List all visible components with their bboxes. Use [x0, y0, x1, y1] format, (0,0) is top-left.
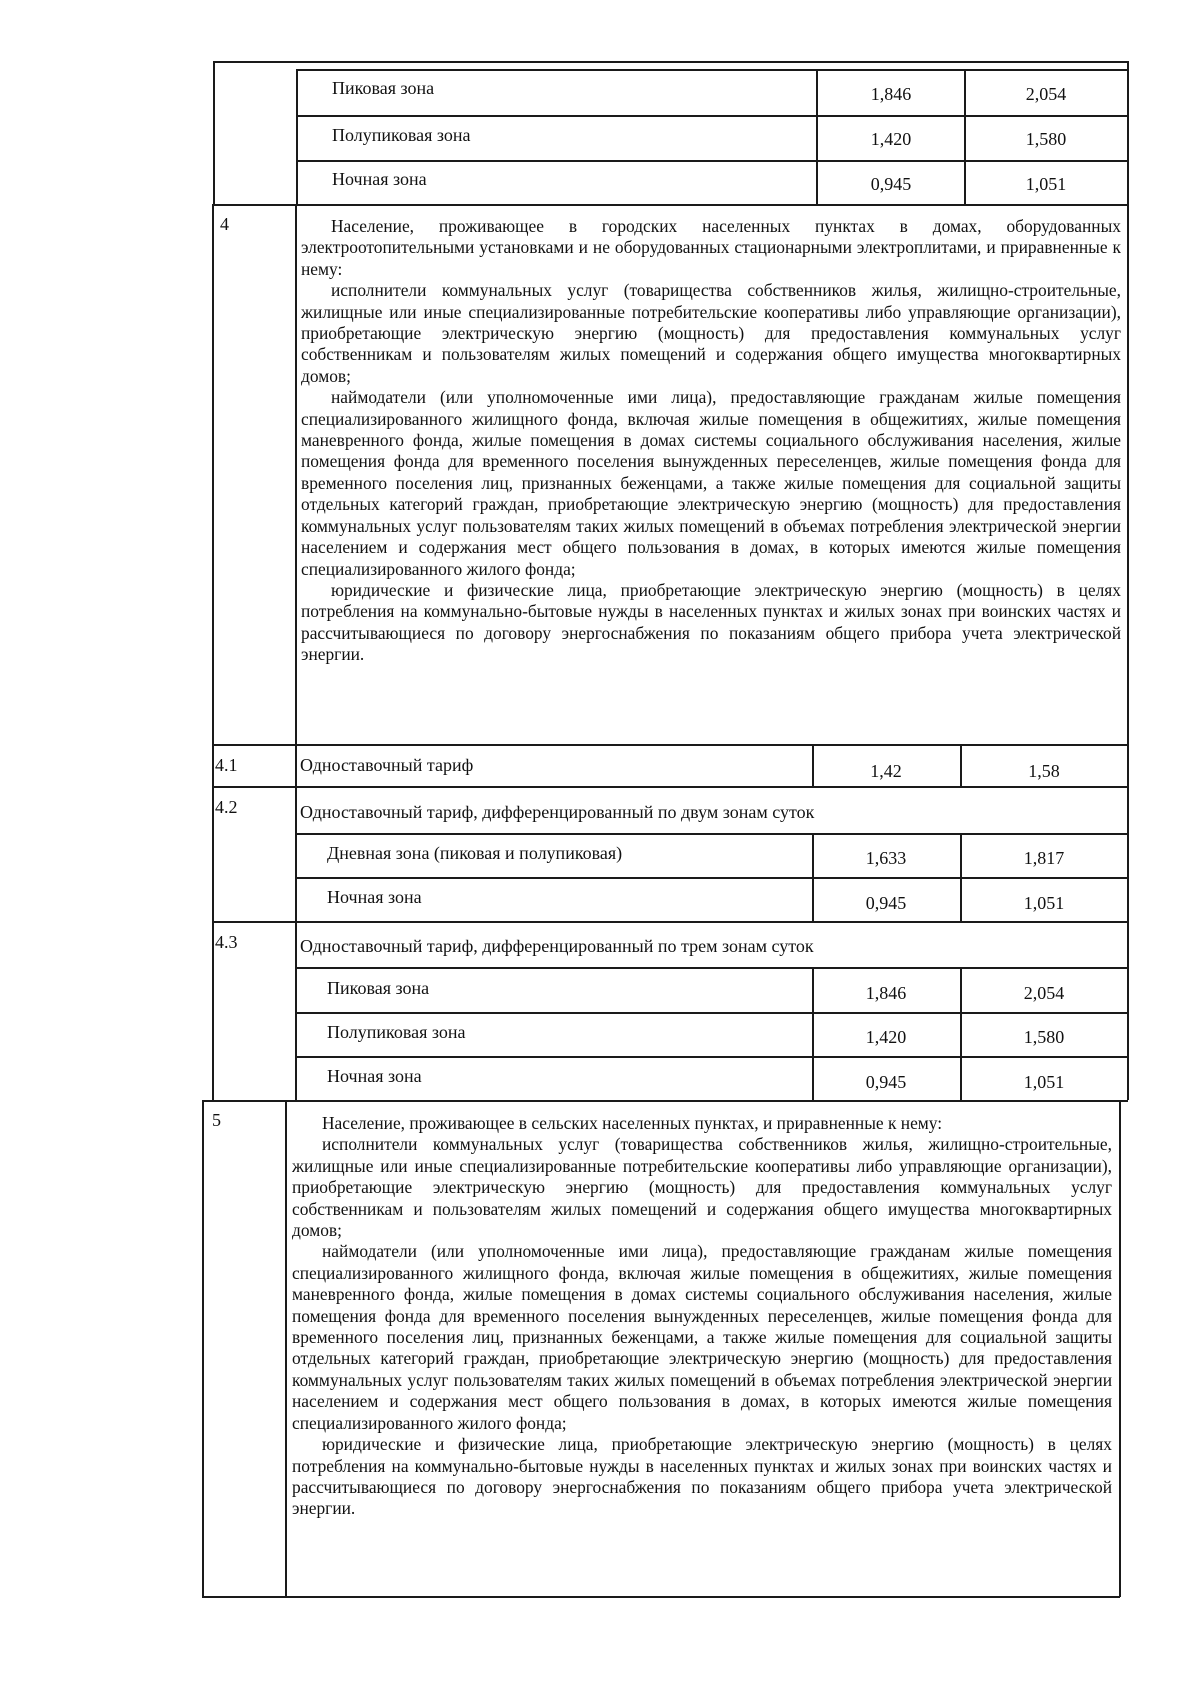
tariff-value-1: 1,42 — [870, 761, 902, 781]
table-border — [295, 1012, 1128, 1014]
zone-label: Дневная зона (пиковая и полупиковая) — [327, 843, 623, 863]
section-number: 4 — [220, 214, 229, 234]
tariff-value-2: 1,817 — [1023, 848, 1065, 868]
tariff-value-2: 1,051 — [1025, 174, 1067, 194]
tariff-value-1: 1,633 — [865, 848, 907, 868]
zone-label: Ночная зона — [327, 1066, 422, 1086]
section-number: 5 — [212, 1110, 221, 1130]
tariff-value-2: 1,580 — [1023, 1027, 1065, 1047]
table-border — [296, 115, 1128, 117]
tariff-label: Одноставочный тариф, дифференцированный по трем зонам суток — [300, 936, 814, 956]
tariff-value-1: 0,945 — [870, 174, 912, 194]
tariff-value-2: 1,58 — [1028, 761, 1060, 781]
table-border — [212, 204, 214, 1100]
table-border — [212, 921, 1128, 923]
tariff-value-1: 0,945 — [865, 893, 907, 913]
section-4-text — [301, 216, 1121, 666]
tariff-value-2: 1,580 — [1025, 129, 1067, 149]
tariff-value-1: 0,945 — [865, 1072, 907, 1092]
zone-label: Полупиковая зона — [327, 1022, 466, 1042]
table-border — [296, 69, 1128, 71]
table-border — [1119, 1100, 1121, 1597]
paragraph: юридические и физические лица, приобретающие электрическую энергию (мощность) в целях потребления на коммунально-бытовые нужды в населенных пунктах и жилых зонах при воинских частях и рассчитывающиеся по договору энергоснабжения по показаниям общего прибора учета электрической энергии. — [292, 1434, 1112, 1519]
paragraph: наймодатели (или уполномоченные ими лица), предоставляющие гражданам жилые помещения специализированного жилищного фонда, включая жилые помещения в общежитиях, жилые помещения маневренного фонда, жилые помещения в домах системы социального обслуживания населения, жилые помещения фонда для временного поселения вынужденных переселенцев, жилые помещения фонда для временного поселения лиц, признанных беженцами, а также жилые помещения для социальной защиты отдельных категорий граждан, приобретающие электрическую энергию (мощность) для предоставления коммунальных услуг пользователям таких жилых помещений в объемах потребления электрической энергии населением и содержания мест общего пользования в домах, в которых имеются жилые помещения специализированного жилого фонда; — [301, 387, 1121, 579]
table-border — [212, 786, 1128, 788]
paragraph: Население, проживающее в сельских населенных пунктах, и приравненные к нему: — [322, 1113, 943, 1133]
paragraph: исполнители коммунальных услуг (товарищества собственников жилья, жилищно-строительные, жилищные или иные специализированные потребительские кооперативы либо управляющие организации), приобретающие электрическую энергию (мощность) для предоставления коммунальных услуг собственникам и пользователям жилых помещений и содержания общего имущества многоквартирных домов; — [292, 1134, 1112, 1241]
table-border — [202, 1596, 1120, 1598]
row-number: 4.2 — [215, 797, 238, 817]
tariff-value-1: 1,420 — [870, 129, 912, 149]
table-border — [1127, 204, 1129, 1100]
table-border — [295, 877, 1128, 879]
paragraph: наймодатели (или уполномоченные ими лица), предоставляющие гражданам жилые помещения специализированного жилищного фонда, включая жилые помещения в общежитиях, жилые помещения маневренного фонда, жилые помещения в домах системы социального обслуживания населения, жилые помещения фонда для временного поселения вынужденных переселенцев, жилые помещения фонда для временного поселения лиц, признанных беженцами, а также жилые помещения для социальной защиты отдельных категорий граждан, приобретающие электрическую энергию (мощность) для предоставления коммунальных услуг пользователям таких жилых помещений в объемах потребления электрической энергии населением и содержания мест общего пользования в домах, в которых имеются жилые помещения специализированного жилого фонда; — [292, 1241, 1112, 1433]
table-border — [296, 69, 298, 204]
row-number: 4.1 — [215, 755, 238, 775]
zone-label: Пиковая зона — [327, 978, 430, 998]
table-border — [1127, 61, 1129, 204]
table-border — [202, 1100, 1128, 1102]
tariff-value-2: 2,054 — [1023, 983, 1065, 1003]
table-border — [212, 744, 1128, 746]
tariff-value-2: 1,051 — [1023, 893, 1065, 913]
table-border — [295, 833, 1128, 835]
table-border — [295, 967, 1128, 969]
table-border — [213, 61, 1128, 63]
section-5-text — [292, 1113, 1112, 1520]
zone-label: Ночная зона — [327, 887, 422, 907]
table-border — [285, 1100, 287, 1597]
zone-label: Полупиковая зона — [332, 125, 471, 145]
paragraph: юридические и физические лица, приобретающие электрическую энергию (мощность) в целях потребления на коммунально-бытовые нужды в населенных пунктах и жилых зонах при воинских частях и рассчитывающиеся по договору энергоснабжения по показаниям общего прибора учета электрической энергии. — [301, 579, 1121, 665]
table-border — [816, 69, 818, 204]
paragraph: исполнители коммунальных услуг (товарищества собственников жилья, жилищно-строительные, жилищные или иные специализированные потребительские кооперативы либо управляющие организации), приобретающие электрическую энергию (мощность) для предоставления коммунальных услуг собственникам и пользователям жилых помещений и содержания общего имущества многоквартирных домов; — [301, 280, 1121, 386]
table-border — [212, 204, 1128, 206]
tariff-value-2: 1,051 — [1023, 1072, 1065, 1092]
tariff-label: Одноставочный тариф — [300, 755, 474, 775]
zone-label: Ночная зона — [332, 169, 427, 189]
tariff-value-1: 1,846 — [865, 983, 907, 1003]
zone-label: Пиковая зона — [332, 78, 435, 98]
tariff-value-2: 2,054 — [1025, 84, 1067, 104]
table-border — [295, 1056, 1128, 1058]
tariff-value-1: 1,846 — [870, 84, 912, 104]
table-border — [296, 160, 1128, 162]
table-border — [295, 204, 297, 1100]
table-border — [202, 1100, 204, 1597]
tariff-value-1: 1,420 — [865, 1027, 907, 1047]
row-number: 4.3 — [215, 932, 238, 952]
table-border — [213, 61, 215, 204]
paragraph: Население, проживающее в городских населенных пунктах в домах, оборудованных электроотопительными установками и не оборудованных стационарными электроплитами, и приравненные к нему: — [301, 216, 1121, 279]
tariff-label: Одноставочный тариф, дифференцированный по двум зонам суток — [300, 802, 815, 822]
